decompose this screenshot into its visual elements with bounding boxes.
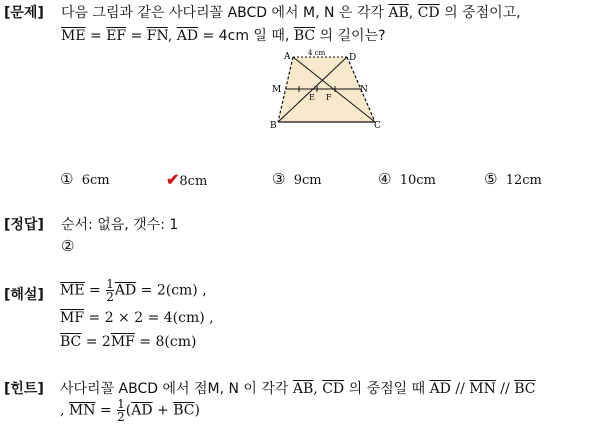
label-m: M bbox=[272, 85, 282, 95]
problem-line-1: 다음 그림과 같은 사다리꼴 ABCD 에서 M, N 은 각각 $\overline{AB}$, $\overline{CD}$ 의 중점이고, bbox=[61, 5, 521, 21]
fraction: $\frac{1}{2}$ bbox=[106, 277, 114, 304]
fraction: $\frac{1}{2}$ bbox=[117, 397, 125, 424]
label-c: C bbox=[374, 121, 381, 131]
answer-line-1: 순서: 없음, 갯수: 1 bbox=[61, 217, 179, 233]
label-b: B bbox=[270, 121, 277, 131]
problem-tag: [문제] bbox=[4, 5, 44, 21]
label-f: F bbox=[326, 93, 332, 102]
answer-line-2: ② bbox=[61, 237, 75, 255]
problem-line-2: $\overline{ME} = \overline{EF} = \overline{FN}$, $\overline{AD} = 4cm$ 일 때, $\overline{BC}$ 의 길이는? bbox=[61, 28, 386, 44]
explanation-line-3: $\overline{BC} = 2\overline{MF} = 8(cm)$ bbox=[60, 334, 197, 350]
choice-2[interactable]: ✔8cm bbox=[166, 170, 208, 189]
answer-tag: [정답] bbox=[4, 217, 44, 233]
label-e: E bbox=[309, 93, 315, 102]
explanation-line-2: $\overline{MF} = 2 \times 2 = 4(cm)$ , bbox=[60, 310, 214, 326]
label-n: N bbox=[360, 85, 368, 95]
label-d: D bbox=[349, 53, 357, 63]
hint-line-2: , $\overline{MN}$ = $\frac{1}{2}$ $(\overline{AD} + \overline{BC})$ bbox=[60, 397, 200, 424]
label-top-length: 4 cm bbox=[308, 49, 326, 57]
explanation-line-1: $\overline{ME}$ = $\frac{1}{2}$ $\overline{AD} = 2(cm)$ , bbox=[60, 277, 207, 304]
choice-1[interactable]: ① 6cm bbox=[60, 170, 110, 188]
choice-3[interactable]: ③ 9cm bbox=[272, 170, 322, 188]
trapezoid-figure bbox=[262, 48, 392, 132]
hint-tag: [힌트] bbox=[4, 381, 44, 397]
check-mark-icon: ✔ bbox=[166, 170, 180, 189]
choice-5[interactable]: ⑤ 12cm bbox=[484, 170, 542, 188]
hint-line-1: 사다리꼴 ABCD 에서 점M, N 이 각각 $\overline{AB}$, $\overline{CD}$ 의 중점일 때 $\overline{AD} // \overline{MN} // \overline{BC}$ bbox=[60, 381, 536, 397]
choice-4[interactable]: ④ 10cm bbox=[378, 170, 436, 188]
label-a: A bbox=[284, 52, 291, 62]
explanation-tag: [해설] bbox=[4, 287, 44, 303]
